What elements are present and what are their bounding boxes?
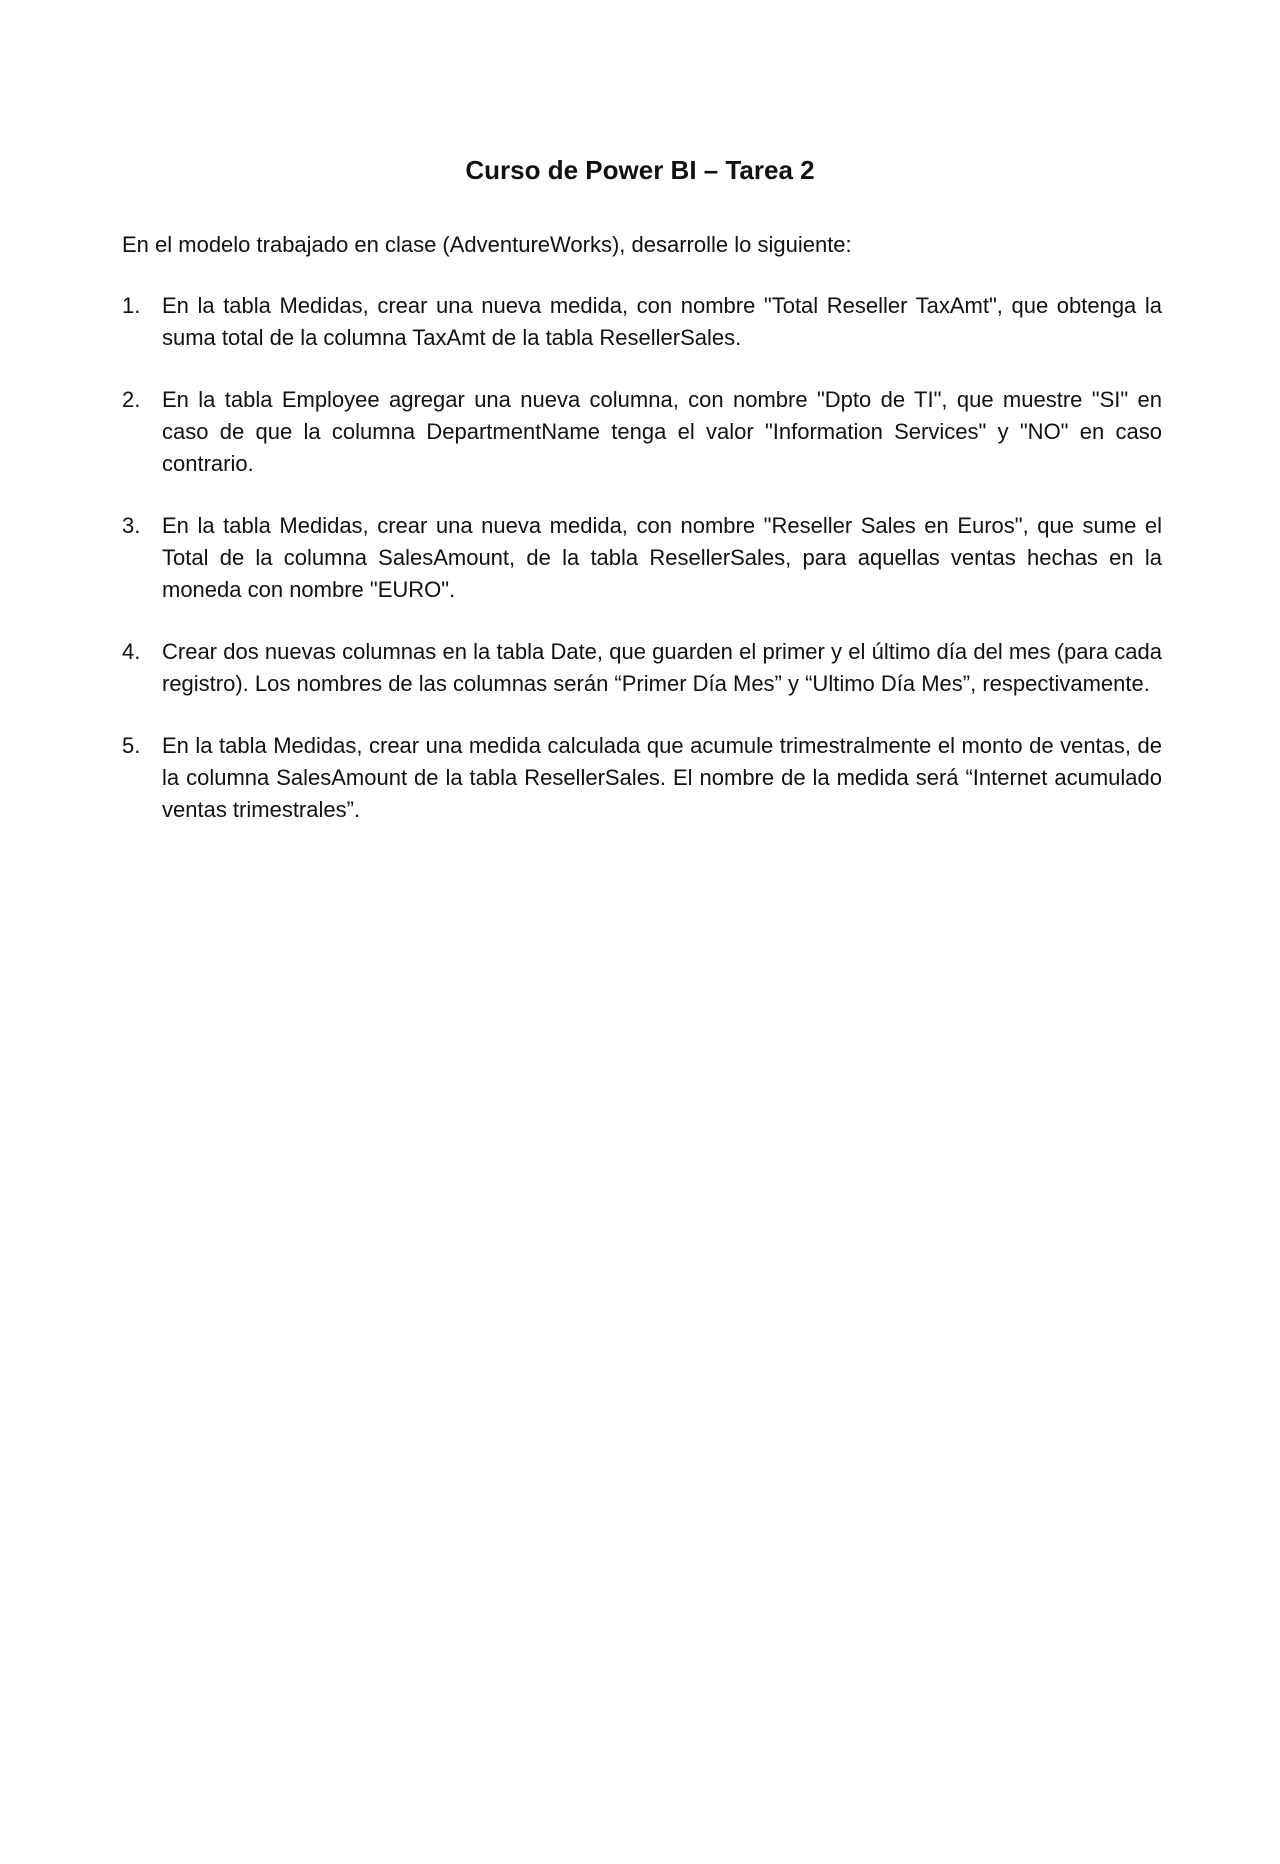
document-title: Curso de Power BI – Tarea 2 — [465, 155, 815, 185]
list-item — [122, 384, 1162, 480]
list-item-number: 2. — [122, 387, 141, 412]
list-item-number: 4. — [122, 639, 141, 664]
list-item-text: Crear dos nuevas columnas en la tabla Date, que guarden el primer y el último día del mes (para cada registro). Los nombres de las columnas serán “Primer Día Mes” y “Ultimo Día Mes”, respectivamente. — [162, 639, 1162, 696]
list-item — [122, 510, 1162, 606]
list-item-text: En la tabla Medidas, crear una nueva medida, con nombre "Total Reseller TaxAmt", que obtenga la suma total de la columna TaxAmt de la tabla ResellerSales. — [162, 293, 1162, 350]
list-item — [122, 290, 1162, 354]
list-item-text: En la tabla Employee agregar una nueva columna, con nombre "Dpto de TI", que muestre "SI" en caso de que la columna DepartmentName tenga el valor "Information Services" y "NO" en caso contrario. — [162, 387, 1162, 476]
task-list — [122, 290, 1162, 856]
list-item — [122, 636, 1162, 700]
list-item-text: En la tabla Medidas, crear una nueva medida, con nombre "Reseller Sales en Euros", que sume el Total de la columna SalesAmount, de la tabla ResellerSales, para aquellas ventas hechas en la moneda con nombre "EURO". — [162, 513, 1162, 602]
list-item-text: En la tabla Medidas, crear una medida calculada que acumule trimestralmente el monto de ventas, de la columna SalesAmount de la tabla ResellerSales. El nombre de la medida será “Internet acumulado ventas trimestrales”. — [162, 733, 1162, 822]
list-item — [122, 730, 1162, 826]
document-intro: En el modelo trabajado en clase (AdventureWorks), desarrolle lo siguiente: — [122, 232, 852, 257]
list-item-number: 5. — [122, 733, 141, 758]
list-item-number: 3. — [122, 513, 141, 538]
list-item-number: 1. — [122, 293, 141, 318]
